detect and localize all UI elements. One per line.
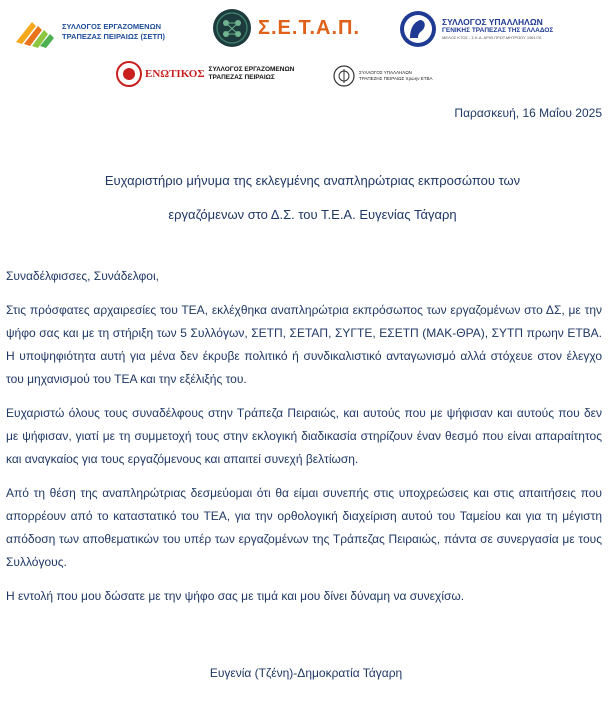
enotikos-line2: ΤΡΑΠΕΖΑΣ ΠΕΙΡΑΙΩΣ [208,74,275,81]
signature: Ευγενία (Τζένη)-Δημοκρατία Τάγαρη [209,666,403,680]
document-date: Παρασκευή, 16 Μαΐου 2025 [454,106,602,120]
title-line1: Ευχαριστήριο μήνυμα της εκλεγμένης αναπληρώτριας εκπροσώπου των [104,173,521,188]
sytp-line1: ΣΥΛΛΟΓΟΣ ΥΠΑΛΛΗΛΩΝ [359,70,412,75]
paragraph-1: Στις πρόσφατες αρχαιρεσίες του ΤΕΑ, εκλέχθηκα αναπληρώτρια εκπρόσωπος των εργαζομένων στο ΔΣ, με την ψήφο σας και με τη στήριξη των 5 Συλλόγων, ΣΕΤΠ, ΣΕΤΑΠ, ΣΥΓΤΕ, ΕΣΕΤΠ (ΜΑΚ-ΘΡΑ), ΣΥΤΠ πρωην ΕΤΒΑ. Η υποψηφιότητα αυτή για μένα δεν έκρυβε πολιτικό ή συνδικαλιστικό ανταγωνισμό αλλά στόχευε στον έλεγχο του μηχανισμού του ΤΕΑ και την εξέλιξής του. [6,303,602,386]
sygte-line1: ΣΥΛΛΟΓΟΣ ΥΠΑΛΛΗΛΩΝ [442,17,543,27]
sytp-line2: ΤΡΑΠΕΖΗΣ ΠΕΙΡΑΙΩΣ πρώην ΕΤΒΑ [359,76,433,81]
setap-emblem-icon [212,8,252,48]
paragraph-2: Ευχαριστώ όλους τους συναδέλφους στην Τράπεζα Πειραιώς, και αυτούς που με ψήφισαν και αυτούς που δεν με ψήφισαν, γιατί με τη συμμετοχή τους στην εκλογική διαδικασία στηρίζουν έναν θεσμό που είναι απαραίτητος και αναγκαίος για τους εργαζόμενους και απαιτεί συνεχή βελτίωση. [6,406,602,466]
sygte-line2: ΓΕΝΙΚΗΣ ΤΡΑΠΕΖΑΣ ΤΗΣ ΕΛΛΑΔΟΣ [442,27,554,34]
setp-emblem-icon [14,16,58,48]
paragraph-3: Από τη θέση της αναπληρώτριας δεσμεύομαι ότι θα είμαι συνεπής στις υποχρεώσεις και στις απαιτήσεις που απορρέουν από το καταστατικό του ΤΕΑ, για την ορθολογική διαχείριση αυτού του Ταμείου και για τη μέγιστη απόδοση των αποθεματικών του υπέρ των εργαζομένων της Τράπεζας Πειραιώς, πάντα σε συνεργασία με τους Συλλόγους. [6,486,602,569]
sygte-emblem-icon [398,10,438,48]
setap-name: Σ.Ε.Τ.Α.Π. [258,16,361,39]
paragraph-4: Η εντολή που μου δώσατε με την ψήφο σας με τιμά και μου δίνει δύναμη να συνεχίσω. [6,589,465,603]
title-line2: εργαζόμενων στο Δ.Σ. του Τ.Ε.Α. Ευγενίας Τάγαρη [168,207,457,222]
enotikos-brand: ΕΝΩΤΙΚΟΣ [145,68,205,80]
setp-line1: ΣΥΛΛΟΓΟΣ ΕΡΓΑΖΟΜΕΝΩΝ [62,22,162,31]
setap-logo [212,8,387,48]
enotikos-line1: ΣΥΛΛΟΓΟΣ ΕΡΓΑΖΟΜΕΝΩΝ [208,66,295,73]
letter-body [6,265,602,608]
sytp-emblem-icon [333,65,355,87]
enotikos-logo [116,60,298,88]
enotikos-emblem-icon [116,61,142,87]
sytp-logo [333,64,493,88]
sygte-line3: ΜΕΛΟΣ ΚΤΟΣ - Σ.Κ.Α. ΑΡΙΘ.ΠΡΩΤ.ΜΗΤΡΩΟΥ 1961/76 [442,35,542,40]
setp-line2: ΤΡΑΠΕΖΑΣ ΠΕΙΡΑΙΩΣ (ΣΕΤΠ) [62,32,165,41]
salutation: Συναδέλφισσες, Συνάδελφοι, [6,269,159,283]
setp-logo [14,14,199,50]
header-logos [0,0,612,95]
sygte-logo [398,10,603,48]
document-title [40,164,585,232]
